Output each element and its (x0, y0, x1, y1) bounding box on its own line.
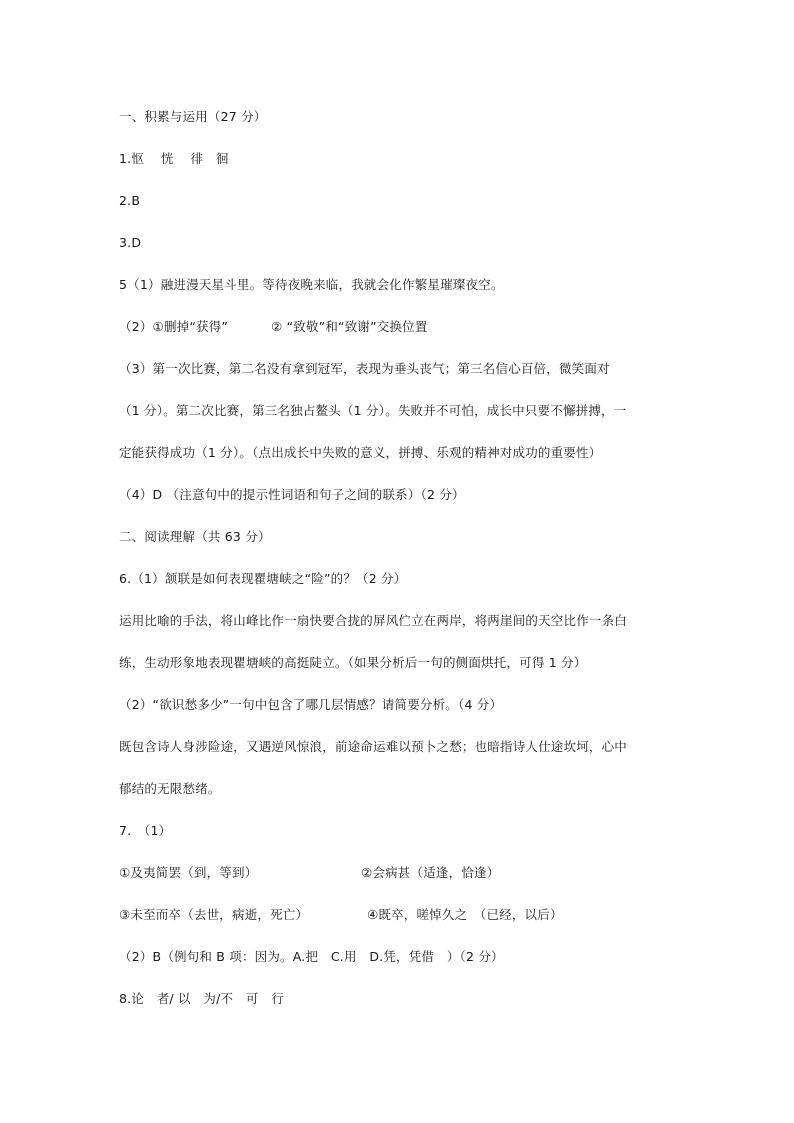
section-2-heading: 二、阅读理解（共 63 分） (119, 529, 271, 544)
answer-q6-2-line-1: 既包含诗人身涉险途，又遇逆风惊浪，前途命运难以预卜之愁；也暗指诗人仕途坎坷，心中 (119, 739, 628, 754)
question-q6-2: （2）“欲识愁多少”一句中包含了哪几层情感？请简要分析。（4 分） (119, 697, 503, 712)
answer-q7-2: （2）B（例句和 B 项：因为。A.把 C.用 D.凭，凭借 ）（2 分） (119, 949, 504, 964)
answer-q8: 8.论 者/ 以 为/不 可 行 (119, 991, 285, 1006)
answer-q6-1-line-2: 练，生动形象地表现瞿塘峡的高挺陡立。（如果分析后一句的侧面烘托，可得 1 分） (119, 655, 587, 670)
answer-q1: 1.怄 恍 徘 徊 (119, 151, 229, 166)
answer-q5-4: （4）D （注意句中的提示性词语和句子之间的联系）（2 分） (119, 487, 465, 502)
answer-q5-1: 5（1）融进漫天星斗里。等待夜晚来临，我就会化作繁星璀璨夜空。 (119, 277, 504, 292)
answer-q5-2-b: ② “致敬”和“致谢”交换位置 (271, 319, 428, 334)
answer-q5-2-a: （2）①删掉“获得” (119, 319, 229, 334)
answer-q7-1-b: ②会病甚（适逢，恰逢） (361, 865, 500, 880)
answer-q5-3-line-1: （3）第一次比赛，第二名没有拿到冠军，表现为垂头丧气；第三名信心百倍，微笑面对 (119, 361, 610, 376)
answer-q2: 2.B (119, 193, 141, 208)
answer-q7-1-c: ③未至而卒（去世，病逝，死亡） (119, 907, 309, 922)
answer-q6-2-line-2: 郁结的无限愁绪。 (119, 781, 221, 796)
question-q7-heading: 7. （1） (119, 823, 172, 838)
question-q6-1: 6.（1）颔联是如何表现瞿塘峡之“险”的？（2 分） (119, 571, 407, 586)
answer-q5-3-line-3: 定能获得成功（1 分）。（点出成长中失败的意义，拼搏、乐观的精神对成功的重要性） (119, 445, 602, 460)
answer-q5-3-line-2: （1 分）。第二次比赛，第三名独占鳌头（1 分）。失败并不可怕，成长中只要不懈拼搏，一 (119, 403, 627, 418)
answer-q7-1-d: ④既卒，嗟悼久之 （已经，以后） (367, 907, 563, 922)
answer-q3: 3.D (119, 235, 142, 250)
section-1-heading: 一、积累与运用（27 分） (119, 109, 267, 124)
answer-q7-1-a: ①及夷简罢（到，等到） (119, 865, 258, 880)
answer-q6-1-line-1: 运用比喻的手法，将山峰比作一扇快要合拢的屏风伫立在两岸，将两崖间的天空比作一条白 (119, 613, 628, 628)
